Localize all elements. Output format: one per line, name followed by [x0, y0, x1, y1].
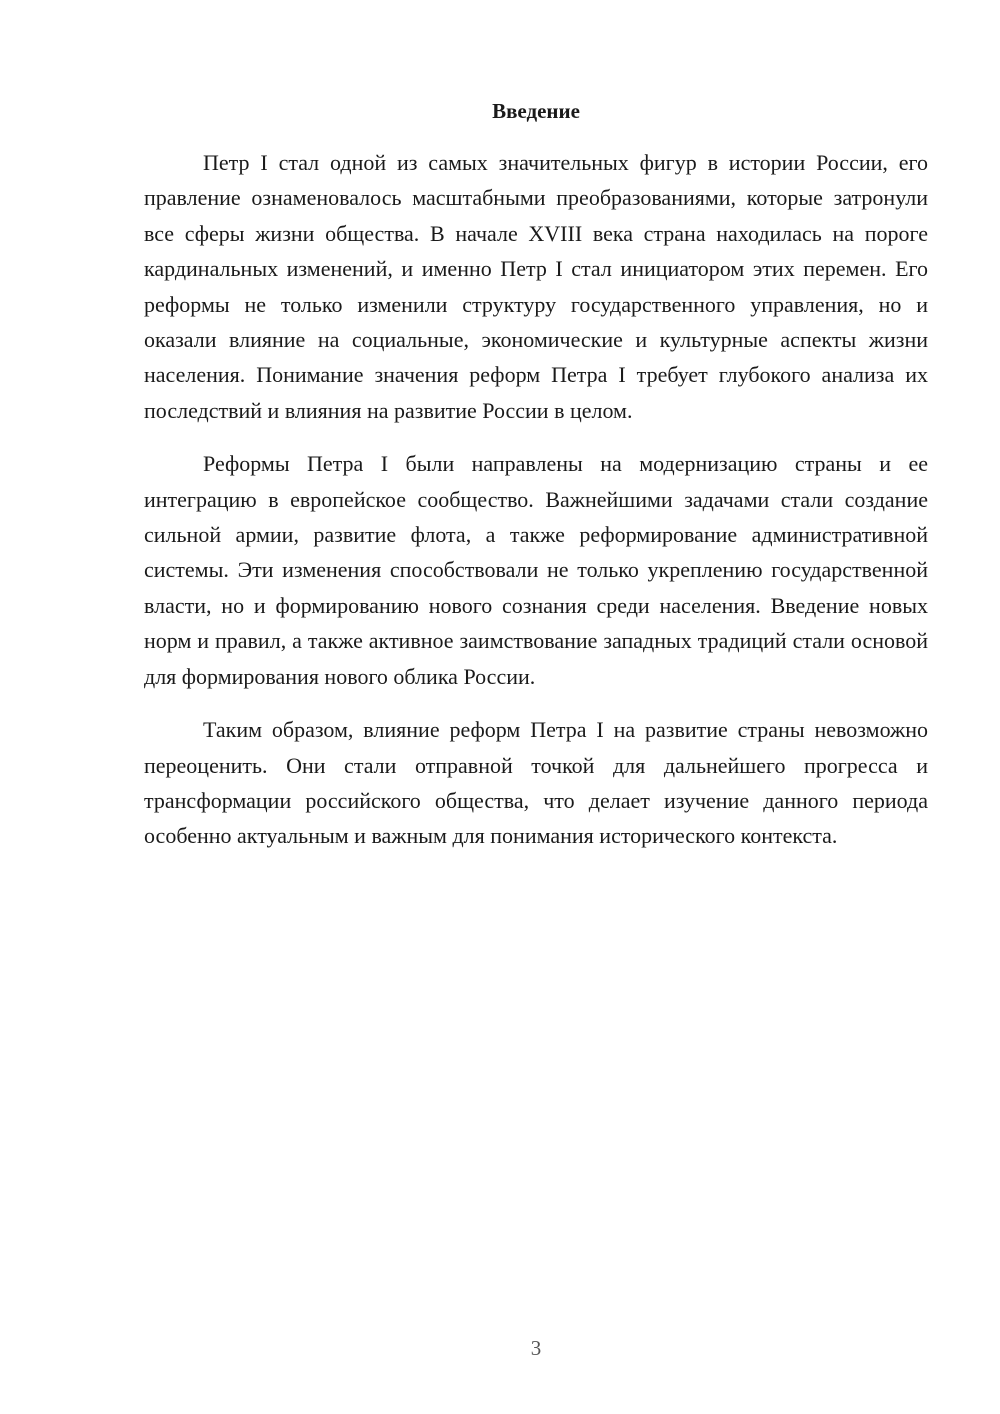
body-text [144, 145, 928, 872]
paragraph-1: Петр I стал одной из самых значительных фигур в истории России, его правление ознаменовалось масштабными преобразованиями, которые затронули все сферы жизни общества. В начале XVIII века страна находилась на пороге кардинальных изменений, и именно Петр I стал инициатором этих перемен. Его реформы не только изменили структуру государственного управления, но и оказали влияние на социальные, экономические и культурные аспекты жизни населения. Понимание значения реформ Петра I требует глубокого анализа их последствий и влияния на развитие России в целом. [144, 150, 928, 423]
section-title: Введение [492, 99, 580, 123]
paragraph-3: Таким образом, влияние реформ Петра I на развитие страны невозможно переоценить. Они стали отправной точкой для дальнейшего прогресса и трансформации российского общества, что делает изучение данного периода особенно актуальным и важным для понимания исторического контекста. [144, 717, 928, 849]
page-number: 3 [530, 1336, 542, 1360]
paragraph-2: Реформы Петра I были направлены на модернизацию страны и ее интеграцию в европейское сообщество. Важнейшими задачами стали создание сильной армии, развитие флота, а также реформирование административной системы. Эти изменения способствовали не только укреплению государственной власти, но и формированию нового сознания среди населения. Введение новых норм и правил, а также активное заимствование западных традиций стали основой для формирования нового облика России. [144, 451, 928, 689]
